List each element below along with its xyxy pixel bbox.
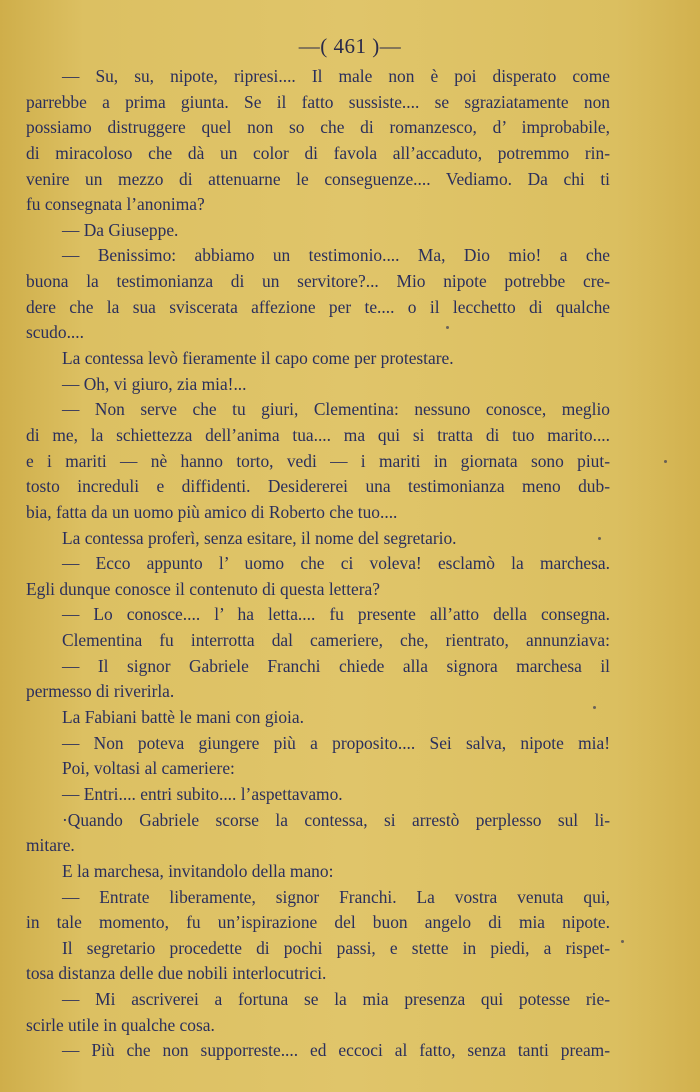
- text-line: — Su, su, nipote, ripresi.... Il male non è poi disperato come: [62, 66, 610, 86]
- text-line: — Lo conosce.... l’ ha letta.... fu presente all’atto della consegna.: [62, 604, 610, 625]
- text-line: tosto increduli e diffidenti. Desidererei una testimonianza meno dub-: [26, 476, 610, 497]
- text-line: venire un mezzo di attenuarne le conseguenze.... Vediamo. Da chi ti: [26, 168, 610, 189]
- text-line: bia, fatta da un uomo più amico di Roberto che tuo....: [26, 501, 398, 522]
- text-line: permesso di riverirla.: [26, 681, 175, 702]
- text-line: ·Quando Gabriele scorse la contessa, si arrestò perplesso sul li-: [62, 809, 610, 830]
- page-number: —( 461 )—: [298, 34, 402, 58]
- text-line: — Oh, vi giuro, zia mia!...: [62, 373, 247, 394]
- text-line: e i mariti — nè hanno torto, vedi — i mariti in giornata sono piut-: [26, 450, 610, 471]
- text-line: — Non poteva giungere più a proposito.... Sei salva, nipote mia!: [62, 732, 610, 753]
- text-line: — Benissimo: abbiamo un testimonio.... Ma, Dio mio! a che: [62, 245, 610, 266]
- text-line: — Entri.... entri subito.... l’aspettavamo.: [62, 783, 343, 804]
- print-speck: [621, 940, 624, 943]
- text-line: dere che la sua sviscerata affezione per te.... o il lecchetto di qualche: [26, 296, 610, 317]
- text-line: Il segretario procedette di pochi passi, e stette in piedi, a rispet-: [62, 937, 610, 958]
- print-speck: [446, 326, 449, 329]
- text-line: scirle utile in qualche cosa.: [26, 1014, 215, 1035]
- text-line: scudo....: [26, 322, 84, 343]
- print-speck: [664, 460, 667, 463]
- text-line: La Fabiani battè le mani con gioia.: [62, 707, 304, 728]
- text-line: Clementina fu interrotta dal cameriere, che, rientrato, annunziava:: [62, 630, 610, 651]
- text-line: — Mi ascriverei a fortuna se la mia presenza qui potesse rie-: [62, 989, 610, 1010]
- text-line: — Più che non supporreste.... ed eccoci al fatto, senza tanti pream-: [62, 1040, 610, 1061]
- text-line: — Ecco appunto l’ uomo che ci voleva! esclamò la marchesa.: [62, 553, 610, 574]
- text-line: — Da Giuseppe.: [62, 219, 179, 240]
- text-line: La contessa proferì, senza esitare, il nome del segretario.: [62, 527, 457, 548]
- text-line: in tale momento, fu un’ispirazione del buon angelo di mia nipote.: [26, 912, 610, 933]
- text-line: — Non serve che tu giuri, Clementina: nessuno conosce, meglio: [62, 399, 610, 420]
- text-line: Egli dunque conosce il contenuto di questa lettera?: [26, 578, 380, 599]
- text-line: parrebbe a prima giunta. Se il fatto sussiste.... se sgraziatamente non: [26, 91, 610, 112]
- text-line: E la marchesa, invitandolo della mano:: [62, 860, 334, 881]
- text-line: tosa distanza delle due nobili interlocutrici.: [26, 963, 327, 984]
- text-line: fu consegnata l’anonima?: [26, 194, 205, 215]
- print-speck: [593, 706, 596, 709]
- text-line: — Entrate liberamente, signor Franchi. La vostra venuta qui,: [62, 886, 610, 907]
- print-speck: [598, 537, 601, 540]
- text-line: mitare.: [26, 835, 75, 856]
- text-line: buona la testimonianza di un servitore?... Mio nipote potrebbe cre-: [26, 271, 610, 292]
- text-line: di me, la schiettezza dell’anima tua.... ma qui si tratta di tuo marito....: [26, 424, 610, 445]
- text-line: La contessa levò fieramente il capo come per protestare.: [62, 348, 454, 369]
- text-line: di miracoloso che dà un color di favola all’accaduto, potremmo rin-: [26, 142, 610, 163]
- text-line: possiamo distruggere quel non so che di romanzesco, d’ improbabile,: [26, 117, 610, 138]
- text-line: — Il signor Gabriele Franchi chiede alla signora marchesa il: [62, 655, 610, 676]
- text-line: Poi, voltasi al cameriere:: [62, 758, 235, 779]
- body-text: [26, 64, 610, 1064]
